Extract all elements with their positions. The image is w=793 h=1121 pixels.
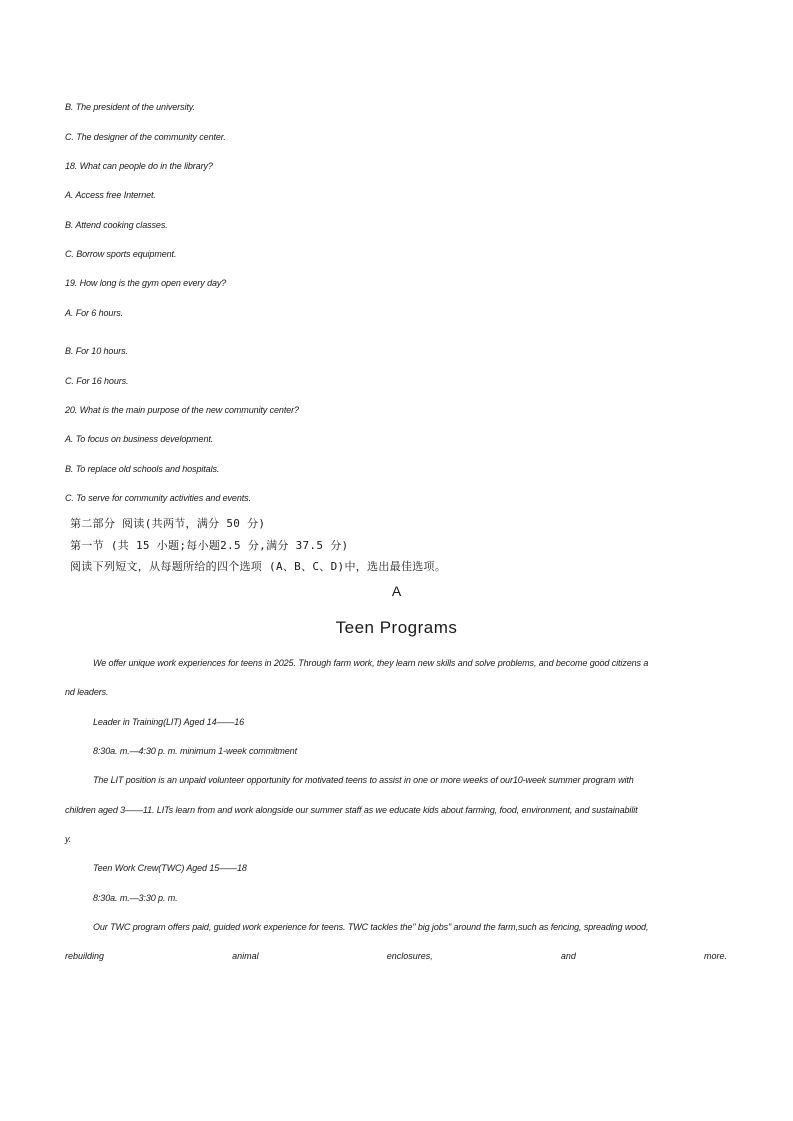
- lit-description-line-1: The LIT position is an unpaid volunteer opportunity for motivated teens to assist in one or more weeks of our10-week summer program with: [93, 775, 634, 785]
- q19-option-a: A. For 6 hours.: [65, 308, 124, 318]
- word: animal: [232, 951, 259, 961]
- lit-description-line-3: y.: [65, 834, 72, 844]
- passage-letter: A: [391, 583, 402, 599]
- q20-stem: 20. What is the main purpose of the new community center?: [65, 405, 299, 415]
- word: and: [560, 951, 576, 961]
- q20-option-b: B. To replace old schools and hospitals.: [65, 464, 220, 474]
- q19-option-b: B. For 10 hours.: [65, 346, 128, 356]
- intro-line-1: We offer unique work experiences for teens in 2025. Through farm work, they learn new skills and solve problems, and become good citizens a: [93, 658, 649, 668]
- word: more.: [703, 951, 727, 961]
- intro-line-2: nd leaders.: [65, 687, 109, 697]
- q20-option-c: C. To serve for community activities and events.: [65, 493, 251, 503]
- lit-description-line-2: children aged 3——11. LITs learn from and work alongside our summer staff as we educate kids about farming, food, environment, and sustainabilit: [65, 805, 638, 815]
- part-title: 第二部分 阅读(共两节，满分 50 分): [70, 517, 266, 530]
- q19-option-c: C. For 16 hours.: [65, 376, 129, 386]
- word: rebuilding: [65, 951, 105, 961]
- q18-option-b: B. Attend cooking classes.: [65, 220, 168, 230]
- twc-heading: Teen Work Crew(TWC) Aged 15——18: [93, 863, 247, 873]
- q18-option-a: A. Access free Internet.: [65, 190, 156, 200]
- q18-stem: 18. What can people do in the library?: [65, 161, 213, 171]
- q19-stem: 19. How long is the gym open every day?: [65, 278, 227, 288]
- section-title: 第一节 (共 15 小题;每小题2.5 分,满分 37.5 分): [70, 539, 349, 552]
- passage-title: Teen Programs: [335, 618, 458, 637]
- twc-time: 8:30a. m.—3:30 p. m.: [93, 893, 178, 903]
- twc-description-line-1: Our TWC program offers paid, guided work experience for teens. TWC tackles the" big jobs" around the farm,such as fencing, spreading wood,: [93, 922, 649, 932]
- q17-option-c: C. The designer of the community center.: [65, 132, 226, 142]
- lit-heading: Leader in Training(LIT) Aged 14——16: [93, 717, 245, 727]
- reading-instruction: 阅读下列短文，从每题所给的四个选项 (A、B、C、D)中，选出最佳选项。: [70, 560, 447, 573]
- q20-option-a: A. To focus on business development.: [65, 434, 214, 444]
- q18-option-c: C. Borrow sports equipment.: [65, 249, 177, 259]
- lit-time: 8:30a. m.—4:30 p. m. minimum 1-week commitment: [93, 746, 297, 756]
- word: enclosures,: [386, 951, 433, 961]
- q17-option-b: B. The president of the university.: [65, 102, 195, 112]
- twc-description-line-2: [65, 950, 727, 962]
